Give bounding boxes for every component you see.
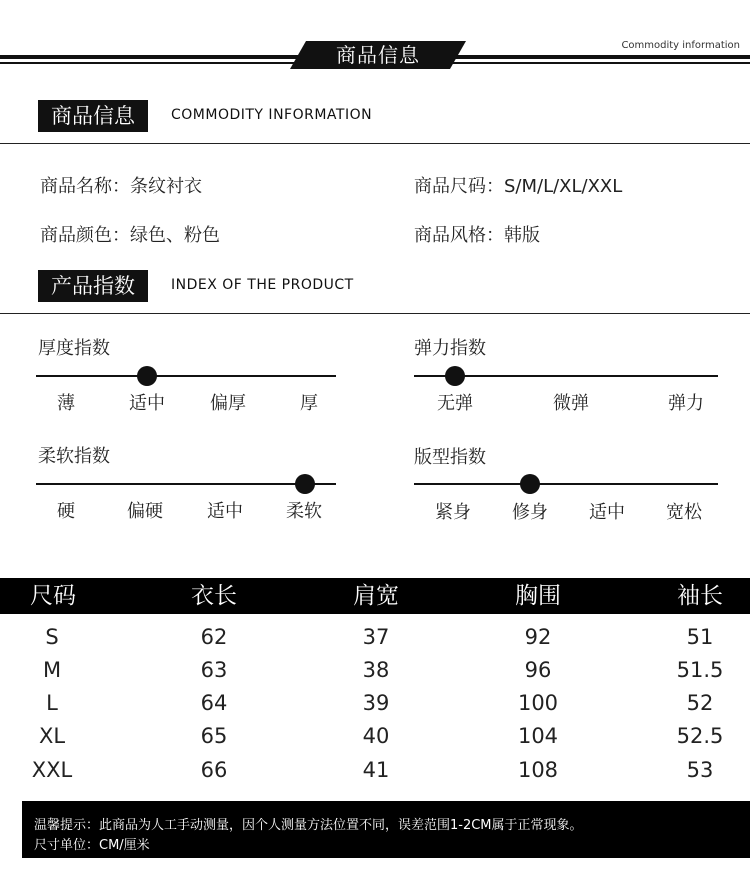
table-cell: 96 bbox=[524, 658, 552, 682]
table-cell: 40 bbox=[362, 724, 390, 748]
table-cell: 51.5 bbox=[676, 658, 724, 682]
info-style: 商品风格：韩版 bbox=[414, 225, 540, 246]
elasticity-label: 微弹 bbox=[553, 393, 589, 414]
thickness-title: 厚度指数 bbox=[38, 338, 110, 359]
table-cell: 52 bbox=[686, 691, 714, 715]
table-cell: 53 bbox=[686, 758, 714, 782]
softness-label: 适中 bbox=[207, 501, 243, 522]
fit-label: 紧身 bbox=[435, 502, 471, 523]
fit-track bbox=[414, 483, 718, 485]
thickness-label: 薄 bbox=[57, 393, 75, 414]
banner-english: Commodity information bbox=[621, 40, 740, 51]
section-index-title: 产品指数 bbox=[38, 270, 148, 302]
table-cell: 66 bbox=[200, 758, 228, 782]
elasticity-title: 弹力指数 bbox=[414, 338, 486, 359]
table-cell: 104 bbox=[517, 724, 559, 748]
table-cell: 92 bbox=[524, 625, 552, 649]
size-table-column-header: 袖长 bbox=[677, 583, 723, 609]
section-info-divider bbox=[0, 143, 750, 144]
info-color: 商品颜色：绿色、粉色 bbox=[40, 225, 220, 246]
thickness-label: 适中 bbox=[129, 393, 165, 414]
table-cell: 37 bbox=[362, 625, 390, 649]
softness-label: 偏硬 bbox=[127, 501, 163, 522]
table-cell: 63 bbox=[200, 658, 228, 682]
info-size: 商品尺码：S/M/L/XL/XXL bbox=[414, 176, 623, 197]
fit-label: 适中 bbox=[589, 502, 625, 523]
softness-label: 柔软 bbox=[286, 501, 322, 522]
footer-unit: 尺寸单位：CM/厘米 bbox=[34, 838, 150, 853]
fit-marker bbox=[520, 474, 540, 494]
size-table-column-header: 胸围 bbox=[515, 583, 561, 609]
table-cell: 62 bbox=[200, 625, 228, 649]
elasticity-label: 无弹 bbox=[437, 393, 473, 414]
section-index-divider bbox=[0, 313, 750, 314]
softness-marker bbox=[295, 474, 315, 494]
section-info-english: COMMODITY INFORMATION bbox=[171, 107, 373, 123]
table-cell: 100 bbox=[517, 691, 559, 715]
table-cell: M bbox=[42, 658, 62, 682]
table-cell: 52.5 bbox=[676, 724, 724, 748]
elasticity-marker bbox=[445, 366, 465, 386]
footer-note: 温馨提示：此商品为人工手动测量，因个人测量方法位置不同，误差范围1-2CM属于正常现象。 bbox=[34, 818, 583, 833]
table-cell: XL bbox=[38, 724, 66, 748]
section-index-english: INDEX OF THE PRODUCT bbox=[171, 277, 354, 293]
table-cell: L bbox=[46, 691, 58, 715]
fit-label: 修身 bbox=[512, 502, 548, 523]
section-info-title: 商品信息 bbox=[38, 100, 148, 132]
table-cell: XXL bbox=[31, 758, 73, 782]
size-table-column-header: 尺码 bbox=[30, 583, 76, 609]
table-cell: 41 bbox=[362, 758, 390, 782]
table-cell: 39 bbox=[362, 691, 390, 715]
softness-label: 硬 bbox=[57, 501, 75, 522]
thickness-marker bbox=[137, 366, 157, 386]
table-cell: 108 bbox=[517, 758, 559, 782]
table-cell: 65 bbox=[200, 724, 228, 748]
banner-title: 商品信息 bbox=[336, 43, 420, 67]
table-cell: 38 bbox=[362, 658, 390, 682]
size-table-column-header: 肩宽 bbox=[353, 583, 399, 609]
fit-label: 宽松 bbox=[666, 502, 702, 523]
table-cell: 51 bbox=[686, 625, 714, 649]
softness-title: 柔软指数 bbox=[38, 446, 110, 467]
elasticity-label: 弹力 bbox=[668, 393, 704, 414]
softness-track bbox=[36, 483, 336, 485]
table-cell: 64 bbox=[200, 691, 228, 715]
thickness-track bbox=[36, 375, 336, 377]
fit-title: 版型指数 bbox=[414, 447, 486, 468]
size-table-column-header: 衣长 bbox=[191, 583, 237, 609]
thickness-label: 厚 bbox=[300, 393, 318, 414]
info-name: 商品名称：条纹衬衣 bbox=[40, 176, 202, 197]
table-cell: S bbox=[45, 625, 59, 649]
thickness-label: 偏厚 bbox=[210, 393, 246, 414]
